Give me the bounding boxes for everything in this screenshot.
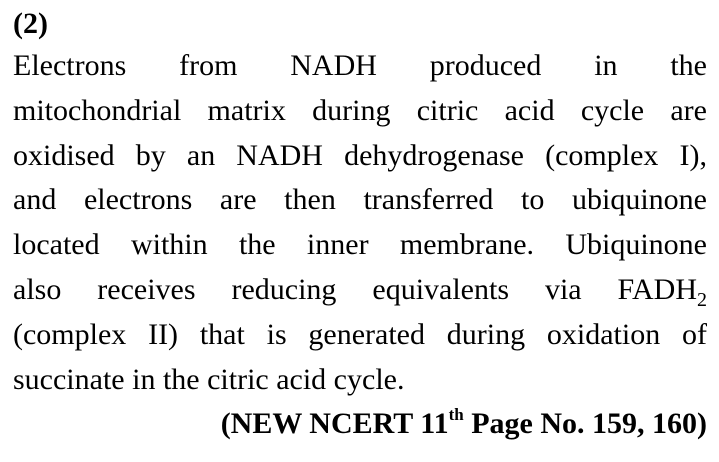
answer-line-7: (complex II) that is generated during oxidation of <box>13 317 707 351</box>
answer-line-8: succinate in the citric acid cycle. <box>13 362 405 396</box>
question-number: (2) <box>13 7 48 40</box>
reference-suffix: Page No. 159, 160) <box>463 407 707 441</box>
answer-line-3: oxidised by an NADH dehydrogenase (complex I), <box>13 138 707 172</box>
answer-line-6-text: also receives reducing equivalents via FADH <box>13 272 697 306</box>
answer-line-5: located within the inner membrane. Ubiquinone <box>13 228 707 262</box>
reference-citation <box>13 402 707 446</box>
answer-line-4: and electrons are then transferred to ubiquinone <box>13 183 707 217</box>
answer-line-1: Electrons from NADH produced in the <box>13 49 707 82</box>
answer-line-6 <box>13 268 707 313</box>
document-body <box>13 6 707 446</box>
reference-superscript: th <box>448 405 464 425</box>
fadh2-subscript: 2 <box>697 288 707 311</box>
answer-line-2: mitochondrial matrix during citric acid cycle are <box>13 93 707 127</box>
reference-prefix: (NEW NCERT 11 <box>220 407 449 441</box>
answer-paragraph <box>13 44 707 402</box>
